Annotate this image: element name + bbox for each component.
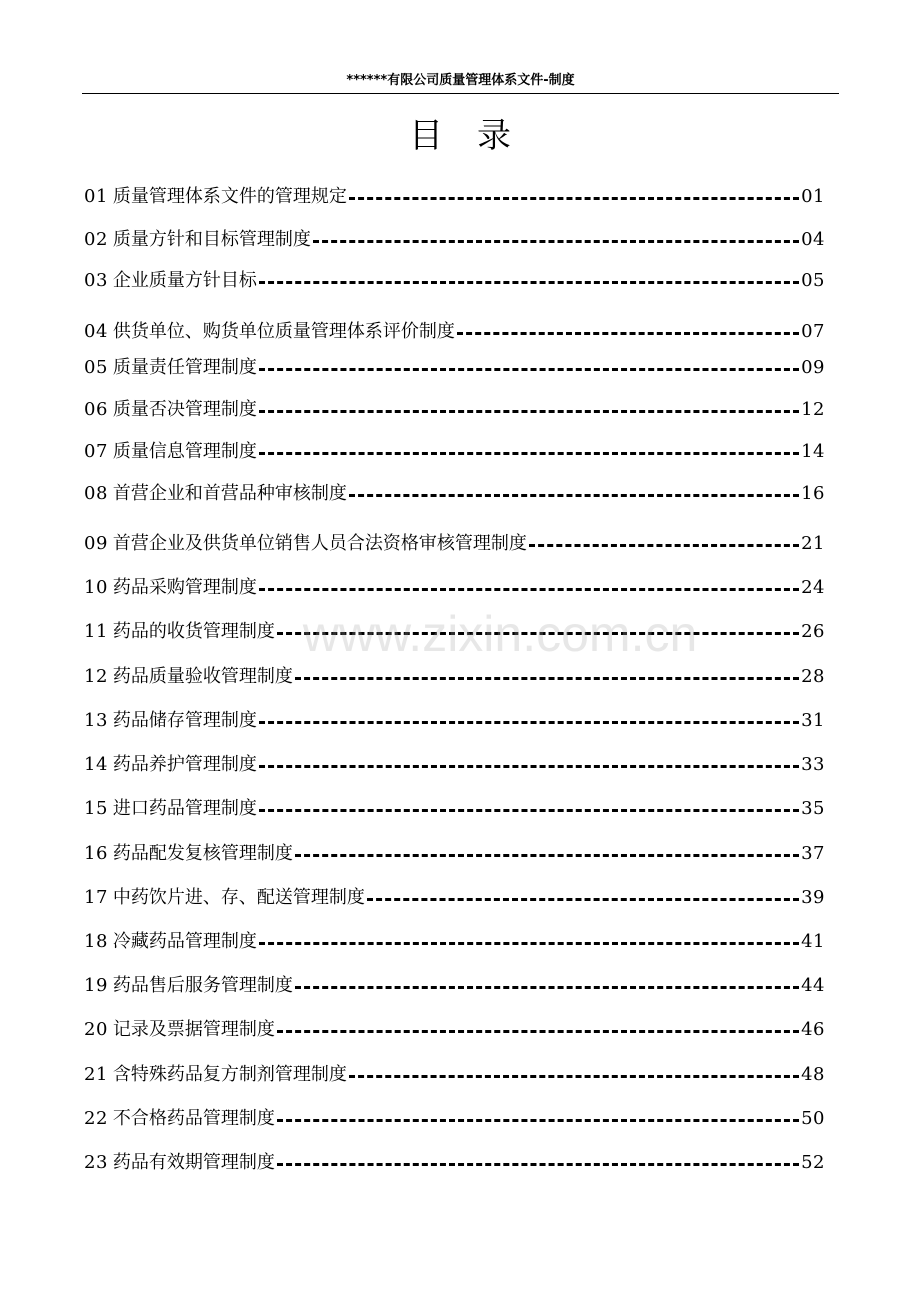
toc-entry[interactable] xyxy=(84,1017,825,1043)
toc-entry-title: 药品售后服务管理制度 xyxy=(112,975,293,996)
toc-entry-number: 14 xyxy=(84,754,108,775)
toc-entry[interactable] xyxy=(84,796,825,822)
toc-entry-title: 质量责任管理制度 xyxy=(112,357,257,378)
dot-leader xyxy=(349,494,799,497)
toc-entry-number: 09 xyxy=(84,533,108,554)
toc-entry-title: 质量方针和目标管理制度 xyxy=(112,229,311,250)
toc-entry-title: 药品的收货管理制度 xyxy=(112,621,275,642)
dot-leader xyxy=(259,721,799,724)
dot-leader xyxy=(295,854,799,857)
toc-entry[interactable] xyxy=(84,397,825,423)
toc-entry-number: 20 xyxy=(84,1019,108,1040)
dot-leader xyxy=(277,1030,799,1033)
toc-entry-number: 17 xyxy=(84,887,108,908)
toc-entry-number: 22 xyxy=(84,1108,108,1129)
toc-entry-page: 48 xyxy=(801,1064,825,1085)
toc-entry-page: 14 xyxy=(801,441,825,462)
toc-entry-page: 09 xyxy=(801,357,825,378)
dot-leader xyxy=(295,986,799,989)
toc-entry-page: 12 xyxy=(801,399,825,420)
toc-entry-title: 进口药品管理制度 xyxy=(112,798,257,819)
toc-entry-page: 35 xyxy=(801,798,825,819)
toc-entry-page: 05 xyxy=(801,270,825,291)
dot-leader xyxy=(277,1163,799,1166)
toc-entry-number: 03 xyxy=(84,270,108,291)
toc-entry-title: 中药饮片进、存、配送管理制度 xyxy=(112,887,365,908)
dot-leader xyxy=(277,1119,799,1122)
toc-entry-title: 记录及票据管理制度 xyxy=(112,1019,275,1040)
dot-leader xyxy=(313,240,799,243)
toc-entry-title: 冷藏药品管理制度 xyxy=(112,931,257,952)
toc-entry[interactable] xyxy=(84,1106,825,1132)
toc-entry-number: 04 xyxy=(84,321,108,342)
toc-entry-page: 04 xyxy=(801,229,825,250)
toc-entry-number: 15 xyxy=(84,798,108,819)
dot-leader xyxy=(277,632,799,635)
dot-leader xyxy=(259,281,799,284)
toc-entry[interactable] xyxy=(84,184,825,210)
toc-entry-number: 12 xyxy=(84,666,108,687)
toc-entry[interactable] xyxy=(84,319,825,345)
toc-entry-page: 01 xyxy=(801,186,825,207)
toc-entry[interactable] xyxy=(84,841,825,867)
dot-leader xyxy=(259,809,799,812)
toc-entry[interactable] xyxy=(84,355,825,381)
toc-entry-page: 50 xyxy=(801,1108,825,1129)
dot-leader xyxy=(349,1075,799,1078)
toc-entry-title: 质量管理体系文件的管理规定 xyxy=(112,186,347,207)
dot-leader xyxy=(259,942,799,945)
toc-entry-title: 不合格药品管理制度 xyxy=(112,1108,275,1129)
toc-entry[interactable] xyxy=(84,973,825,999)
toc-entry-number: 19 xyxy=(84,975,108,996)
toc-entry[interactable] xyxy=(84,268,825,294)
toc-entry-title: 企业质量方针目标 xyxy=(112,270,257,291)
dot-leader xyxy=(349,197,799,200)
toc-entry-title: 药品质量验收管理制度 xyxy=(112,666,293,687)
toc-entry-title: 药品有效期管理制度 xyxy=(112,1152,275,1173)
toc-entry-page: 44 xyxy=(801,975,825,996)
toc-entry[interactable] xyxy=(84,1062,825,1088)
toc-entry-number: 07 xyxy=(84,441,108,462)
toc-entry-title: 药品采购管理制度 xyxy=(112,577,257,598)
dot-leader xyxy=(259,765,799,768)
toc-entry-title: 药品储存管理制度 xyxy=(112,710,257,731)
toc-entry-title: 质量否决管理制度 xyxy=(112,399,257,420)
page-header: ******有限公司质量管理体系文件-制度 xyxy=(346,73,575,88)
toc-entry-page: 24 xyxy=(801,577,825,598)
toc-entry-page: 46 xyxy=(801,1019,825,1040)
dot-leader xyxy=(367,898,799,901)
toc-entry-title: 首营企业及供货单位销售人员合法资格审核管理制度 xyxy=(112,533,527,554)
toc-entry-number: 08 xyxy=(84,483,108,504)
toc-entry[interactable] xyxy=(84,752,825,778)
toc-entry-number: 23 xyxy=(84,1152,108,1173)
dot-leader xyxy=(457,332,799,335)
toc-entry-page: 31 xyxy=(801,710,825,731)
toc-entry[interactable] xyxy=(84,531,825,557)
toc-entry-number: 06 xyxy=(84,399,108,420)
toc-entry-page: 16 xyxy=(801,483,825,504)
toc-entry-page: 07 xyxy=(801,321,825,342)
toc-entry-number: 05 xyxy=(84,357,108,378)
toc-entry-number: 21 xyxy=(84,1064,108,1085)
toc-entry-number: 01 xyxy=(84,186,108,207)
dot-leader xyxy=(259,588,799,591)
dot-leader xyxy=(295,677,799,680)
toc-entry-page: 41 xyxy=(801,931,825,952)
toc-entry[interactable] xyxy=(84,885,825,911)
toc-entry-page: 52 xyxy=(801,1152,825,1173)
toc-entry-title: 供货单位、购货单位质量管理体系评价制度 xyxy=(112,321,455,342)
toc-entry-page: 37 xyxy=(801,843,825,864)
toc-entry-title: 含特殊药品复方制剂管理制度 xyxy=(112,1064,347,1085)
toc-entry-title: 药品养护管理制度 xyxy=(112,754,257,775)
dot-leader xyxy=(259,368,799,371)
toc-entry[interactable] xyxy=(84,929,825,955)
toc-entry-number: 02 xyxy=(84,229,108,250)
toc-entry[interactable] xyxy=(84,227,825,253)
watermark: www.zixin.com.cn xyxy=(302,606,698,662)
toc-entry-number: 10 xyxy=(84,577,108,598)
toc-entry-page: 28 xyxy=(801,666,825,687)
toc-entry-title: 质量信息管理制度 xyxy=(112,441,257,462)
dot-leader xyxy=(259,410,799,413)
toc-entry-page: 26 xyxy=(801,621,825,642)
toc-entry-page: 39 xyxy=(801,887,825,908)
toc-entry-number: 13 xyxy=(84,710,108,731)
toc-entry-title: 首营企业和首营品种审核制度 xyxy=(112,483,347,504)
toc-entry-page: 21 xyxy=(801,533,825,554)
toc-entry-number: 18 xyxy=(84,931,108,952)
toc-entry-title: 药品配发复核管理制度 xyxy=(112,843,293,864)
toc-entry[interactable] xyxy=(84,439,825,465)
toc-title: 目录 xyxy=(409,116,545,156)
toc-entry-number: 11 xyxy=(84,621,108,642)
toc-entry[interactable] xyxy=(84,575,825,601)
dot-leader xyxy=(259,452,799,455)
toc-entry[interactable] xyxy=(84,708,825,734)
toc-entry-number: 16 xyxy=(84,843,108,864)
toc-entry-page: 33 xyxy=(801,754,825,775)
dot-leader xyxy=(529,544,799,547)
toc-entry[interactable] xyxy=(84,664,825,690)
toc-entry[interactable] xyxy=(84,481,825,507)
toc-entry[interactable] xyxy=(84,1150,825,1176)
toc-entry[interactable] xyxy=(84,619,825,645)
